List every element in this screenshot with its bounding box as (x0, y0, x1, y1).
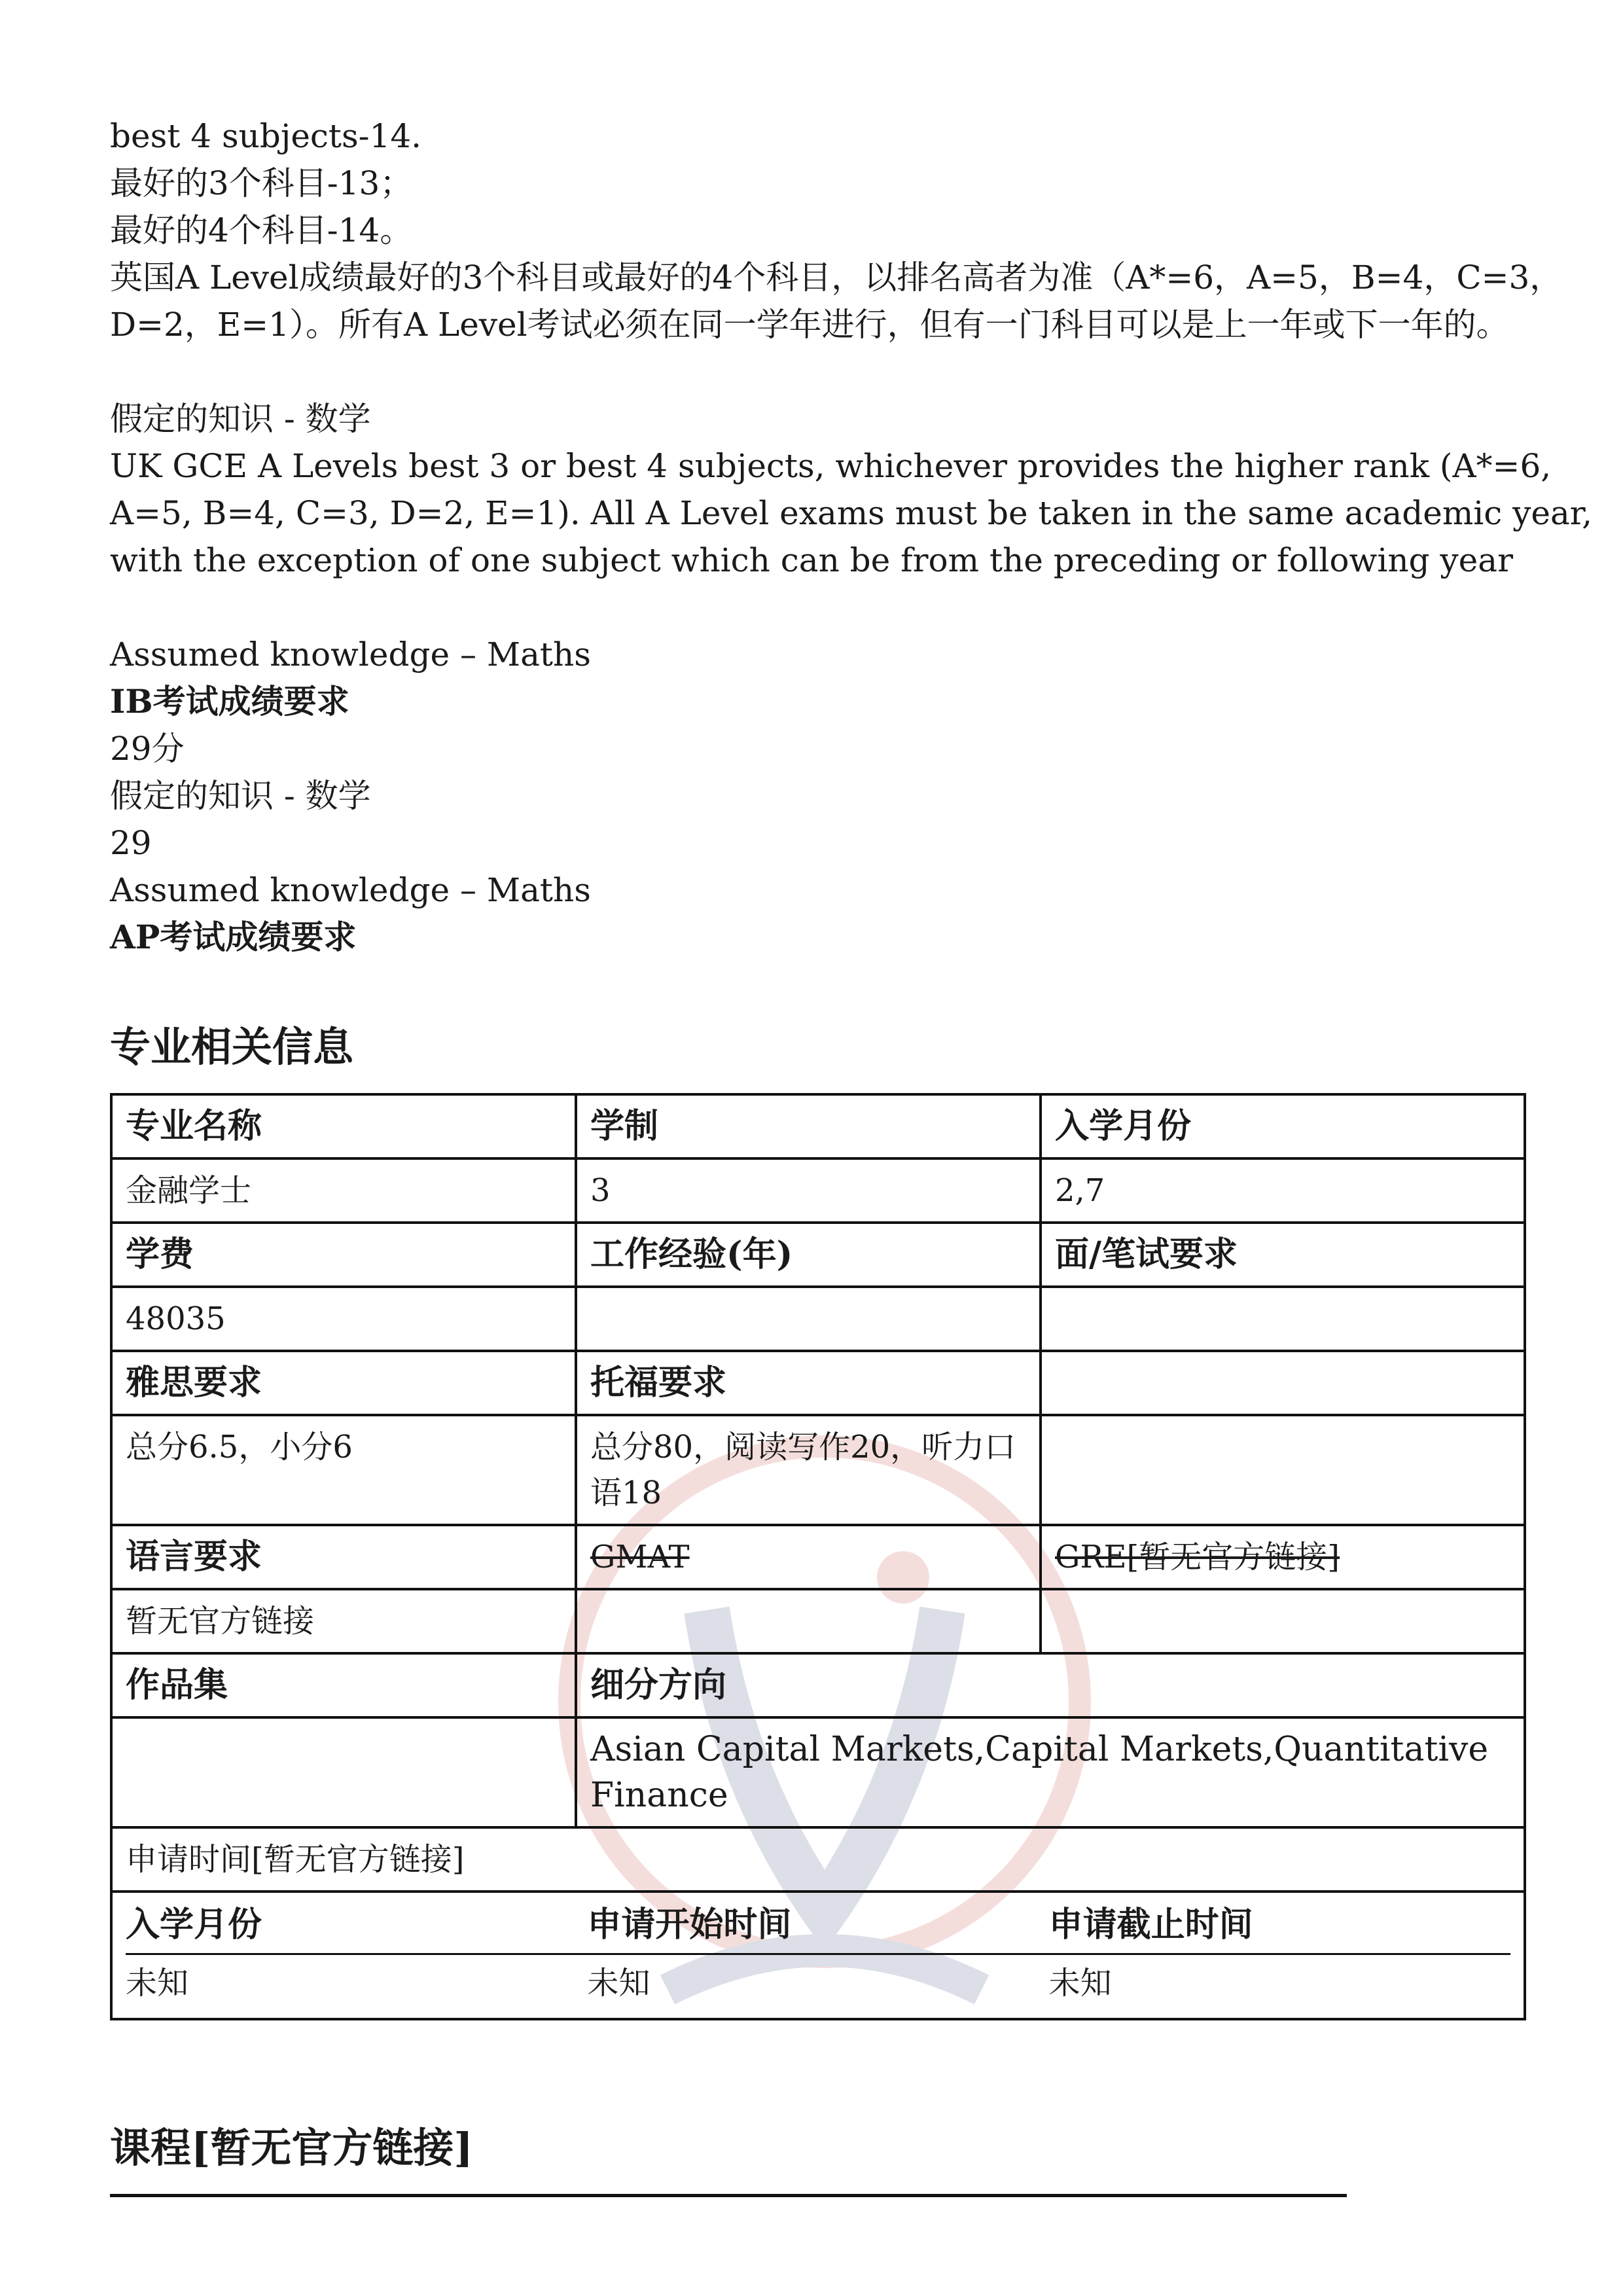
intro-line: A=5, B=4, C=3, D=2, E=1). All A Level exams must be taken in the same academic year, (110, 494, 1593, 532)
intro-line: Assumed knowledge – Maths (110, 636, 591, 673)
program-section-title: 专业相关信息 (110, 1023, 354, 1071)
gmat-label: GMAT (590, 1539, 690, 1575)
cell-gre-value (1041, 1589, 1525, 1653)
cell-ielts: 总分6.5，小分6 (111, 1415, 576, 1525)
intro-line: 最好的3个科目-13； (110, 164, 413, 202)
courses-section-title: 课程[暂无官方链接] (110, 2124, 473, 2172)
cell-portfolio (111, 1717, 576, 1827)
intro-line: 最好的4个科目-14。 (110, 211, 413, 249)
cell-gmat (576, 1525, 1041, 1589)
cell-gre (1041, 1525, 1525, 1589)
cell-specialization: Asian Capital Markets,Capital Markets,Quantitative Finance (576, 1717, 1525, 1827)
cell-portfolio-label: 作品集 (111, 1653, 576, 1717)
cell-empty (1041, 1351, 1525, 1415)
table-row (111, 1415, 1525, 1525)
cell-work-exp (576, 1287, 1041, 1351)
cell-intake-label: 入学月份 (1041, 1094, 1525, 1158)
table-row (111, 1094, 1525, 1158)
section-divider (110, 2194, 1347, 2197)
ib-line: Assumed knowledge – Maths (110, 871, 591, 909)
schedule-cell (111, 1892, 1525, 2019)
cell-ielts-label: 雅思要求 (111, 1351, 576, 1415)
ib-line: 假定的知识 - 数学 (110, 777, 371, 815)
cell-duration: 3 (576, 1158, 1041, 1223)
schedule-intake: 未知 (126, 1965, 189, 2001)
schedule-row (126, 1954, 1510, 2012)
table-row (111, 1717, 1525, 1827)
cell-apply-time: 申请时间[暂无官方链接] (111, 1827, 1525, 1892)
cell-tuition-label: 学费 (111, 1223, 576, 1287)
cell-interview (1041, 1287, 1525, 1351)
cell-interview-label: 面/笔试要求 (1041, 1223, 1525, 1287)
cell-tuition: 48035 (111, 1287, 576, 1351)
cell-major-name-label: 专业名称 (111, 1094, 576, 1158)
cell-work-exp-label: 工作经验(年) (576, 1223, 1041, 1287)
schedule-header-deadline: 申请截止时间 (1049, 1897, 1510, 1954)
intro-line: 英国A Level成绩最好的3个科目或最好的4个科目，以排名高者为准（A*=6，A=5，B=4，C=3， (110, 259, 1563, 296)
table-row (111, 1827, 1525, 1892)
cell-toefl: 总分80，阅读写作20，听力口语18 (576, 1415, 1041, 1525)
requirements-text (110, 113, 1593, 961)
table-row (111, 1653, 1525, 1717)
intro-line: D=2，E=1）。所有A Level考试必须在同一学年进行，但有一门科目可以是上一年或下一年的。 (110, 306, 1509, 344)
gre-label: GRE[暂无官方链接] (1055, 1539, 1340, 1575)
schedule-header-start: 申请开始时间 (587, 1897, 1048, 1954)
table-row (111, 1892, 1525, 2019)
intro-line: 假定的知识 - 数学 (110, 400, 371, 438)
ib-heading: IB考试成绩要求 (110, 682, 349, 721)
table-row (111, 1158, 1525, 1223)
blank-line (110, 584, 1537, 631)
program-info-table (110, 1093, 1526, 2020)
cell-language-label: 语言要求 (111, 1525, 576, 1589)
table-row (111, 1589, 1525, 1653)
table-row (111, 1223, 1525, 1287)
ib-line: 29分 (110, 730, 185, 768)
schedule-header-intake: 入学月份 (126, 1897, 587, 1954)
intro-line: with the exception of one subject which can be from the preceding or following year (110, 541, 1513, 579)
cell-specialization-label: 细分方向 (576, 1653, 1525, 1717)
cell-intake: 2,7 (1041, 1158, 1525, 1223)
table-row (111, 1351, 1525, 1415)
cell-major-name: 金融学士 (111, 1158, 576, 1223)
intro-line: UK GCE A Levels best 3 or best 4 subjects, whichever provides the higher rank (A*=6, (110, 447, 1552, 485)
cell-gmat-value (576, 1589, 1041, 1653)
intro-line: best 4 subjects-14. (110, 117, 422, 155)
table-row (111, 1525, 1525, 1589)
blank-line (110, 348, 1537, 395)
cell-language: 暂无官方链接 (111, 1589, 576, 1653)
schedule-header-row (126, 1897, 1510, 1954)
schedule-table (126, 1897, 1510, 2011)
cell-toefl-label: 托福要求 (576, 1351, 1041, 1415)
cell-empty (1041, 1415, 1525, 1525)
ib-line: 29 (110, 824, 152, 862)
schedule-start: 未知 (587, 1965, 651, 2001)
table-row (111, 1287, 1525, 1351)
schedule-deadline: 未知 (1048, 1965, 1112, 2001)
cell-duration-label: 学制 (576, 1094, 1041, 1158)
ap-heading: AP考试成绩要求 (110, 918, 357, 956)
